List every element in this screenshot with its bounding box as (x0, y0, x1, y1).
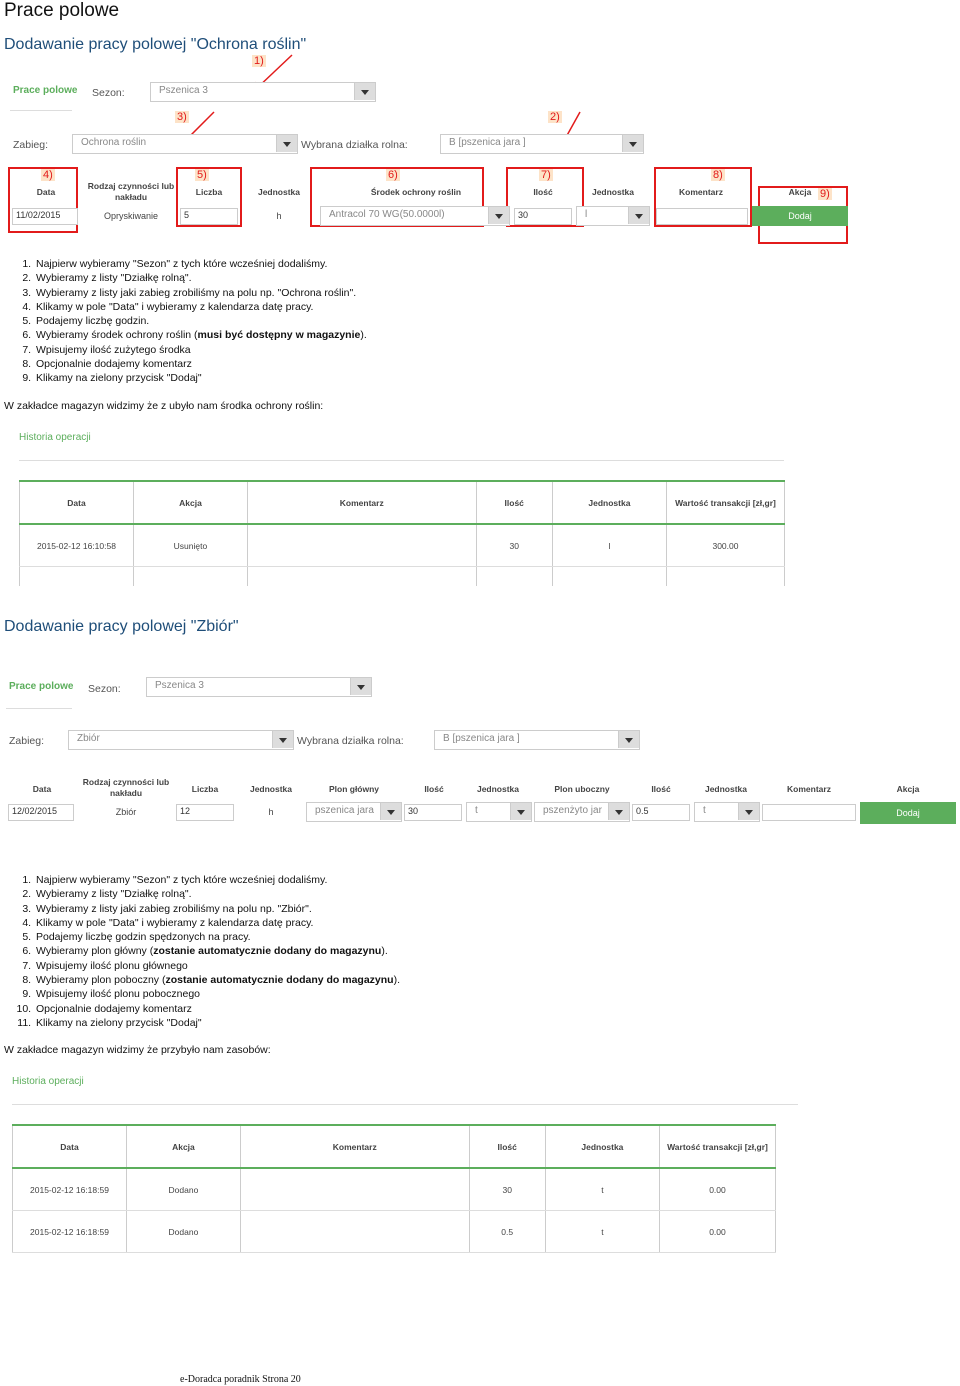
step-item: 3. Wybieramy z listy jaki zabieg zrobiliśmy na polu np. "Zbiór". (34, 902, 400, 916)
cell: Dodano (126, 1211, 240, 1253)
step-item: 4. Klikamy w pole "Data" i wybieramy z kalendarza datę pracy. (34, 300, 367, 314)
hist-col: Akcja (133, 481, 247, 524)
col-ilosc: Ilość (533, 187, 553, 197)
marker-6: 6) (388, 169, 398, 181)
jednostka-value: h (276, 211, 282, 221)
history-table-wrap-2 (12, 1124, 778, 1264)
komentarz-input-2[interactable] (762, 804, 856, 821)
history-table-2 (12, 1124, 776, 1253)
page-title: Prace polowe (4, 0, 120, 21)
col-rodzaj-2: Rodzaj czynności lub nakładu (82, 777, 170, 798)
ilosc2-input-2[interactable]: 0.5 (632, 804, 690, 821)
sezon-label-2: Sezon: (88, 683, 121, 695)
plon-uboczny-value: pszenżyto jar (543, 805, 602, 816)
srodek-select[interactable] (320, 206, 510, 226)
jednostka-value-2: h (268, 807, 274, 817)
step-bold: zostanie automatycznie dodany do magazynu (153, 945, 382, 958)
hist-col: Jednostka (545, 1125, 659, 1168)
chevron-down-icon (738, 803, 759, 820)
col-rodzaj: Rodzaj czynności lub nakładu (87, 181, 175, 202)
marker-1: 1) (254, 55, 264, 67)
col-jednostka2: Jednostka (591, 187, 635, 197)
col-komentarz-2: Komentarz (787, 784, 831, 794)
step-text: ). (360, 329, 367, 342)
sezon-select[interactable] (150, 82, 376, 102)
step-item: 7. Wpisujemy ilość zużytego środka (34, 343, 367, 357)
ilosc-input[interactable]: 30 (514, 208, 572, 225)
cell (247, 524, 476, 567)
dzialka-label-2: Wybrana działka rolna: (297, 735, 404, 747)
chevron-down-icon (276, 135, 297, 152)
step-item (34, 973, 400, 987)
jednostka2-value: l (585, 209, 588, 220)
col-plon-glowny: Plon główny (328, 784, 380, 794)
step-item: 10. Opcjonalnie dodajemy komentarz (34, 1002, 400, 1016)
marker-8: 8) (713, 169, 723, 181)
col-komentarz: Komentarz (679, 187, 723, 197)
step-item: 9. Wpisujemy ilość plonu pobocznego (34, 987, 400, 1001)
step-item: 8. Opcjonalnie dodajemy komentarz (34, 357, 367, 371)
step-text: Wybieramy plon główny ( (36, 945, 154, 958)
step-item: 2. Wybieramy z listy "Działkę rolną". (34, 271, 367, 285)
col-ilosc2-2: Ilość (651, 784, 671, 794)
chevron-down-icon (272, 731, 293, 748)
cell: 300.00 (666, 524, 784, 567)
jednostka2-select-2[interactable] (466, 802, 532, 822)
col-srodek: Środek ochrony roślin (370, 187, 462, 197)
step-item: 3. Wybieramy z listy jaki zabieg zrobiliśmy na polu np. "Ochrona roślin". (34, 286, 367, 300)
cell: 0.00 (659, 1168, 775, 1211)
col-akcja-2: Akcja (896, 784, 920, 794)
step-item (34, 944, 400, 958)
tab-prace-polowe-2[interactable]: Prace polowe (9, 681, 74, 692)
chevron-down-icon (622, 135, 643, 152)
step-item (34, 328, 367, 342)
cell: t (545, 1211, 659, 1253)
chevron-down-icon (628, 207, 649, 224)
hist-col: Jednostka (552, 481, 666, 524)
tab-prace-polowe[interactable]: Prace polowe (13, 85, 78, 96)
col-data: Data (36, 187, 56, 197)
liczba-input[interactable]: 5 (180, 208, 238, 225)
zabieg-label-2: Zabieg: (9, 735, 45, 747)
hist-col: Komentarz (247, 481, 476, 524)
divider (19, 460, 784, 461)
step-item: 5. Podajemy liczbę godzin. (34, 314, 367, 328)
col-data-2: Data (32, 784, 52, 794)
dzialka-select[interactable] (440, 134, 644, 154)
step-item: 5. Podajemy liczbę godzin spędzonych na pracy. (34, 930, 400, 944)
hist-col: Data (13, 1125, 127, 1168)
chevron-down-icon (510, 803, 531, 820)
marker-4: 4) (43, 169, 53, 181)
page-footer: e-Doradca poradnik Strona 20 (180, 1374, 301, 1385)
cell: 30 (476, 524, 552, 567)
cell: Usunięto (133, 524, 247, 567)
history-table-wrap-1 (19, 480, 785, 586)
step-bold: musi być dostępny w magazynie (197, 329, 361, 342)
chevron-down-icon (608, 803, 629, 820)
step-item: 9. Klikamy na zielony przycisk "Dodaj" (34, 371, 367, 385)
chevron-down-icon (380, 803, 401, 820)
hist-col: Wartość transakcji [zł,gr] (666, 481, 784, 524)
liczba-input-2[interactable]: 12 (176, 804, 234, 821)
zabieg-value: Ochrona roślin (81, 137, 147, 148)
zabieg-select-2[interactable] (68, 730, 294, 750)
marker-7: 7) (541, 169, 551, 181)
hist-col: Data (20, 481, 134, 524)
marker-5: 5) (197, 169, 207, 181)
dzialka-value-2: B [pszenica jara ] (443, 733, 520, 744)
zabieg-label: Zabieg: (13, 139, 49, 151)
hist-col: Ilość (469, 1125, 545, 1168)
zabieg-select[interactable] (72, 134, 298, 154)
sezon-label: Sezon: (92, 87, 125, 99)
chevron-down-icon (354, 83, 375, 100)
step-text: Wybieramy środek ochrony roślin ( (36, 329, 198, 342)
chevron-down-icon (618, 731, 639, 748)
table-row (20, 567, 785, 587)
sezon-select-2[interactable] (146, 677, 372, 697)
jednostka3-value-2: t (703, 805, 706, 816)
step-bold: zostanie automatycznie dodany do magazynu (165, 974, 394, 987)
marker-3: 3) (177, 111, 187, 123)
dodaj-button-2[interactable]: Dodaj (860, 802, 956, 824)
col-jednostka2-2: Jednostka (476, 784, 520, 794)
step-item: 7. Wpisujemy ilość plonu głównego (34, 959, 400, 973)
divider (12, 1104, 798, 1105)
step-item: 4. Klikamy w pole "Data" i wybieramy z kalendarza datę pracy. (34, 916, 400, 930)
steps-list-2 (14, 873, 400, 1030)
jednostka3-select-2[interactable] (694, 802, 760, 822)
tab-underline (6, 708, 72, 709)
cell: 0.00 (659, 1211, 775, 1253)
col-liczba-2: Liczba (191, 784, 219, 794)
after-text-1: W zakładce magazyn widzimy że z ubyło nam środka ochrony roślin: (4, 400, 324, 412)
sezon-value-2: Pszenica 3 (155, 680, 204, 691)
cell: 0.5 (469, 1211, 545, 1253)
tab-underline (10, 110, 72, 111)
step-item: 1. Najpierw wybieramy "Sezon" z tych które wcześniej dodaliśmy. (34, 257, 367, 271)
cell: t (545, 1168, 659, 1211)
step-item: 1. Najpierw wybieramy "Sezon" z tych które wcześniej dodaliśmy. (34, 873, 400, 887)
dodaj-button[interactable]: Dodaj (752, 206, 848, 226)
cell: 2015-02-12 16:18:59 (13, 1211, 127, 1253)
plon-glowny-select[interactable] (306, 802, 402, 822)
marker-9: 9) (820, 188, 830, 200)
marker-2: 2) (550, 111, 560, 123)
cell: l (552, 524, 666, 567)
jednostka2-value-2: t (475, 805, 478, 816)
sezon-value: Pszenica 3 (159, 85, 208, 96)
komentarz-input[interactable] (656, 208, 748, 225)
after-text-2: W zakładce magazyn widzimy że przybyło nam zasobów: (4, 1044, 271, 1056)
history-title-1: Historia operacji (19, 432, 91, 443)
cell (240, 1168, 469, 1211)
table-row (20, 524, 785, 567)
history-table-1 (19, 480, 785, 586)
cell: 30 (469, 1168, 545, 1211)
chevron-down-icon (350, 678, 371, 695)
table-row (13, 1168, 776, 1211)
hist-col: Komentarz (240, 1125, 469, 1168)
col-plon-uboczny: Plon uboczny (554, 784, 610, 794)
cell (240, 1211, 469, 1253)
step-item: 2. Wybieramy z listy "Działkę rolną". (34, 887, 400, 901)
jednostka2-select[interactable] (576, 206, 650, 226)
dzialka-value: B [pszenica jara ] (449, 137, 526, 148)
data-input[interactable]: 11/02/2015 (12, 208, 78, 225)
step-text: ). (393, 974, 401, 987)
cell: 2015-02-12 16:18:59 (13, 1168, 127, 1211)
chevron-down-icon (488, 207, 509, 224)
cell: 2015-02-12 16:10:58 (20, 524, 134, 567)
ilosc-input-2[interactable]: 30 (404, 804, 462, 821)
col-ilosc-2: Ilość (424, 784, 444, 794)
zabieg-value-2: Zbiór (77, 733, 100, 744)
section2-heading: Dodawanie pracy polowej "Zbiór" (4, 618, 239, 635)
dzialka-label: Wybrana działka rolna: (301, 139, 408, 151)
step-text: Wybieramy plon poboczny ( (36, 974, 166, 987)
srodek-value: Antracol 70 WG(50.0000l) (329, 209, 445, 220)
col-akcja: Akcja (788, 187, 812, 197)
plon-uboczny-select[interactable] (534, 802, 630, 822)
dzialka-select-2[interactable] (434, 730, 640, 750)
section1-heading: Dodawanie pracy polowej "Ochrona roślin" (4, 36, 307, 53)
data-input-2[interactable]: 12/02/2015 (8, 804, 74, 821)
col-jednostka-2: Jednostka (249, 784, 293, 794)
history-title-2: Historia operacji (12, 1076, 84, 1087)
cell: Dodano (126, 1168, 240, 1211)
hist-col: Ilość (476, 481, 552, 524)
col-liczba: Liczba (195, 187, 223, 197)
col-jednostka3-2: Jednostka (704, 784, 748, 794)
step-text: ). (381, 945, 388, 958)
hist-col: Akcja (126, 1125, 240, 1168)
rodzaj-value-2: Zbiór (115, 807, 137, 817)
col-jednostka: Jednostka (257, 187, 301, 197)
step-item: 11. Klikamy na zielony przycisk "Dodaj" (34, 1016, 400, 1030)
rodzaj-value: Opryskiwanie (103, 211, 159, 221)
table-row (13, 1211, 776, 1253)
steps-list-1 (14, 257, 367, 386)
hist-col: Wartość transakcji [zł,gr] (659, 1125, 775, 1168)
plon-glowny-value: pszenica jara (315, 805, 374, 816)
